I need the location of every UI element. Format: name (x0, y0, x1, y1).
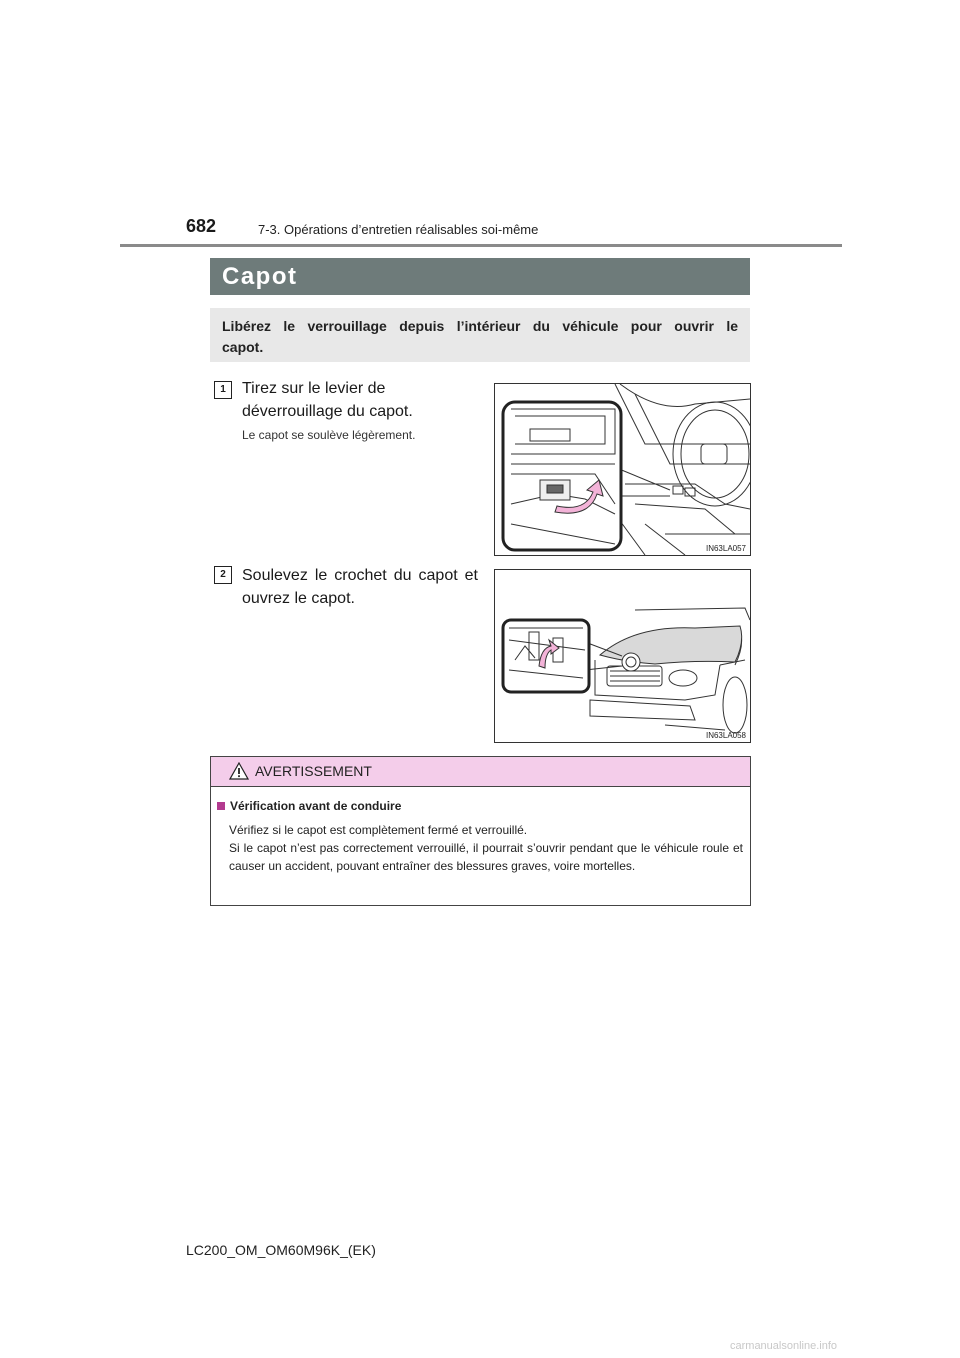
step-1-text: Tirez sur le levier de déverrouillage du capot. (242, 380, 413, 420)
bullet-square-icon (217, 802, 225, 810)
warning-label: AVERTISSEMENT (255, 763, 372, 779)
warning-subhead-text: Vérification avant de conduire (230, 799, 402, 813)
header-divider (120, 244, 842, 247)
title-bar (210, 258, 750, 295)
warning-header (211, 757, 750, 787)
warning-subhead (217, 799, 401, 813)
warning-line-2: Si le capot n’est pas correctement verrouillé, il pourrait s’ouvrir pendant que le véhicule roule et causer un accident, pouvant entraîner des blessures graves, voire mortelles. (229, 841, 743, 873)
hood-release-lever-figure (494, 383, 751, 556)
step-2-text: Soulevez le crochet du capot et ouvrez le capot. (242, 567, 478, 607)
warning-box (210, 756, 751, 906)
footer-code: LC200_OM_OM60M96K_(EK) (186, 1242, 376, 1258)
intro-text: Libérez le verrouillage depuis l’intérieur du véhicule pour ouvrir le capot. (222, 318, 738, 355)
intro-box (210, 308, 750, 362)
warning-body (229, 821, 743, 875)
section-title: 7-3. Opérations d’entretien réalisables soi-même (258, 222, 539, 237)
hood-hook-illustration (495, 570, 750, 742)
hood-hook-figure (494, 569, 751, 743)
watermark: carmanualsonline.info (730, 1340, 838, 1352)
step-2-badge: 2 (214, 566, 232, 584)
warning-line-1: Vérifiez si le capot est complètement fermé et verrouillé. (229, 823, 528, 837)
figure-1-code: IN63LA057 (705, 544, 746, 553)
hood-release-illustration (495, 384, 750, 555)
page-number: 682 (186, 216, 217, 236)
page-title: Capot (222, 263, 298, 290)
warning-triangle-icon (229, 762, 249, 780)
step-1-badge: 1 (214, 381, 232, 399)
step-1-note: Le capot se soulève légèrement. (242, 428, 416, 442)
figure-2-code: IN63LA058 (705, 731, 746, 740)
